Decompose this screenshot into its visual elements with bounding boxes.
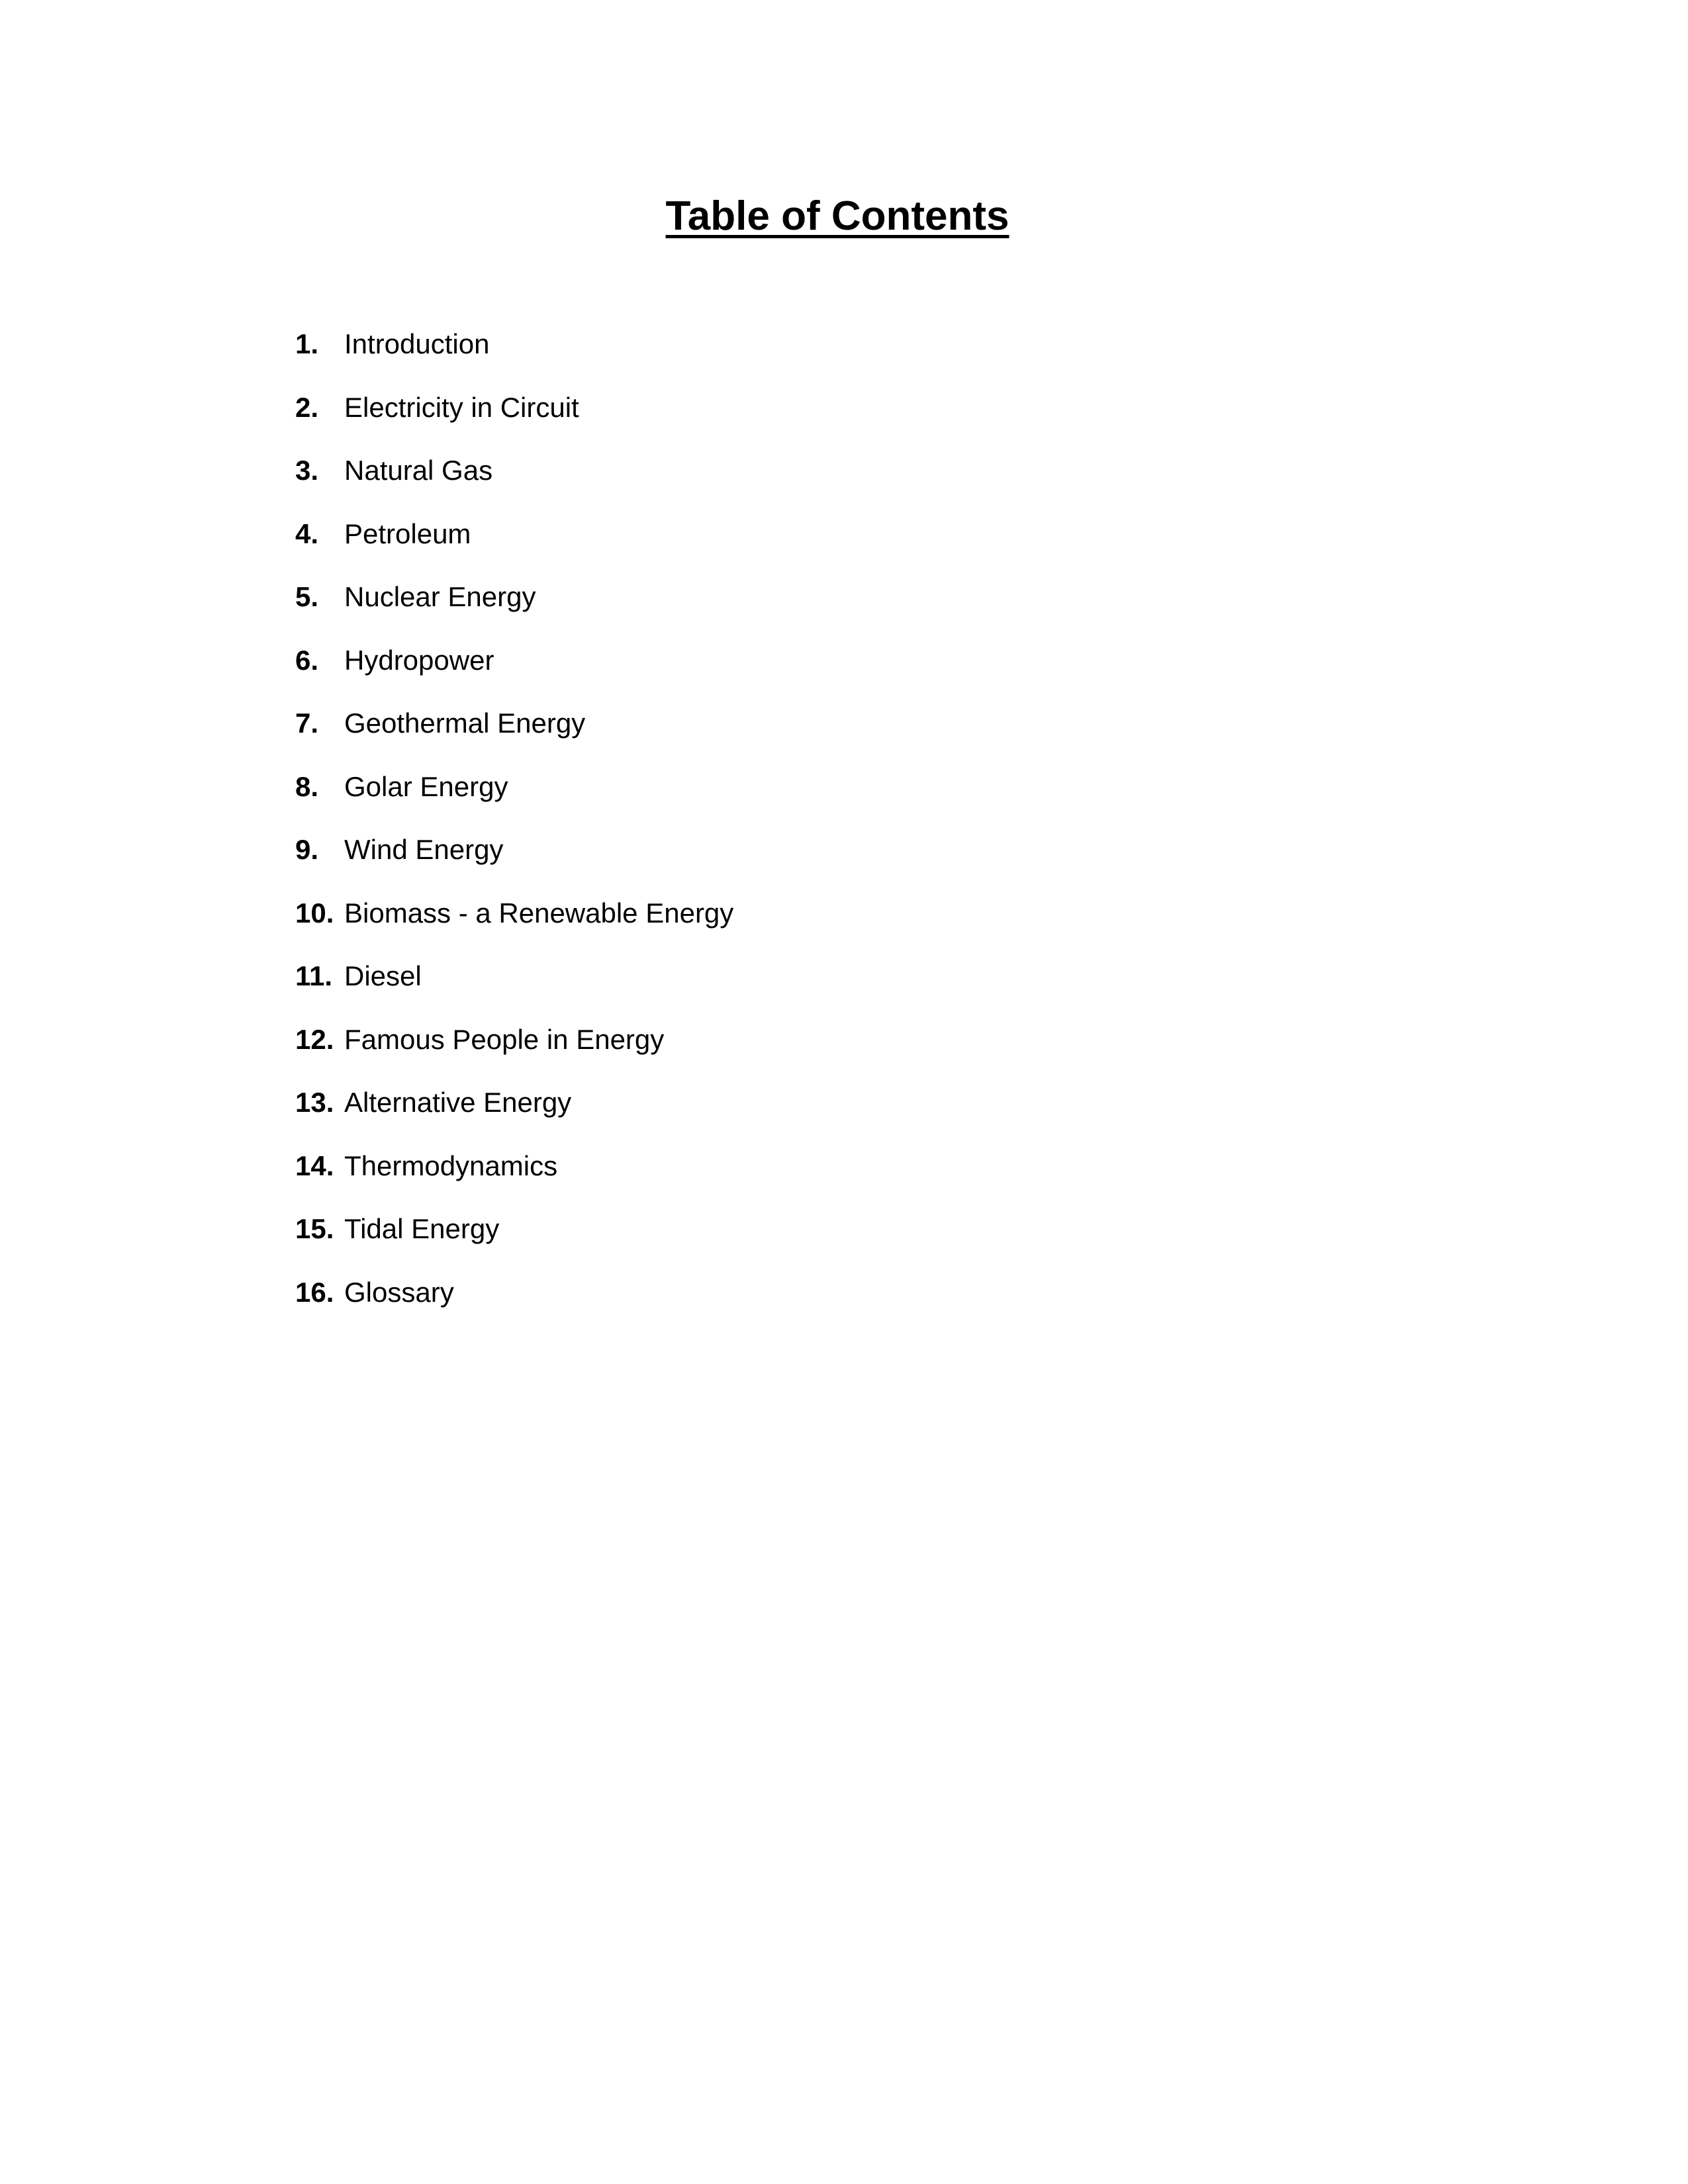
toc-item	[295, 1146, 733, 1210]
toc-item	[295, 324, 733, 388]
toc-item-number: 16.	[295, 1276, 334, 1308]
toc-item-label: Famous People in Energy	[344, 1023, 665, 1055]
toc-item-label: Electricity in Circuit	[344, 391, 579, 423]
toc-item-number: 9.	[295, 834, 319, 865]
toc-item-number: 13.	[295, 1087, 334, 1118]
toc-item-label: Tidal Energy	[344, 1213, 500, 1244]
toc-item-number: 10.	[295, 897, 334, 929]
toc-item-number: 11.	[295, 960, 333, 991]
toc-item-number: 7.	[295, 707, 319, 739]
toc-item-label: Natural Gas	[344, 455, 493, 486]
toc-item	[295, 388, 733, 451]
toc-item	[295, 1020, 733, 1083]
toc-item-number: 6.	[295, 644, 319, 676]
toc-item	[295, 704, 733, 767]
toc-item-number: 8.	[295, 770, 319, 802]
toc-item-label: Introduction	[344, 328, 490, 359]
toc-item-number: 12.	[295, 1023, 334, 1055]
toc-item-number: 1.	[295, 328, 319, 359]
toc-item	[295, 956, 733, 1020]
toc-item-label: Alternative Energy	[344, 1087, 572, 1118]
toc-item-label: Thermodynamics	[344, 1150, 558, 1181]
table-of-contents-list	[295, 324, 733, 1336]
toc-item	[295, 641, 733, 704]
toc-item-number: 15.	[295, 1213, 334, 1244]
toc-item-label: Petroleum	[344, 518, 471, 549]
toc-item-number: 4.	[295, 518, 319, 549]
toc-item	[295, 830, 733, 893]
toc-item	[295, 767, 733, 831]
toc-item	[295, 451, 733, 514]
page-title: Table of Contents	[665, 193, 1009, 239]
toc-item	[295, 1273, 733, 1336]
toc-item	[295, 514, 733, 578]
toc-item-number: 14.	[295, 1150, 334, 1181]
toc-item-label: Golar Energy	[344, 770, 508, 802]
toc-item-label: Glossary	[344, 1276, 454, 1308]
toc-item-label: Geothermal Energy	[344, 707, 586, 739]
toc-item-label: Nuclear Energy	[344, 581, 536, 612]
toc-item-number: 5.	[295, 581, 319, 612]
toc-item-number: 2.	[295, 391, 319, 423]
toc-item-label: Biomass - a Renewable Energy	[344, 897, 734, 929]
toc-item	[295, 893, 733, 957]
toc-item-label: Wind Energy	[344, 834, 504, 865]
toc-item-label: Diesel	[344, 960, 422, 991]
toc-item	[295, 577, 733, 641]
toc-item-label: Hydropower	[344, 644, 494, 676]
toc-item-number: 3.	[295, 455, 319, 486]
toc-item	[295, 1209, 733, 1273]
toc-item	[295, 1083, 733, 1146]
